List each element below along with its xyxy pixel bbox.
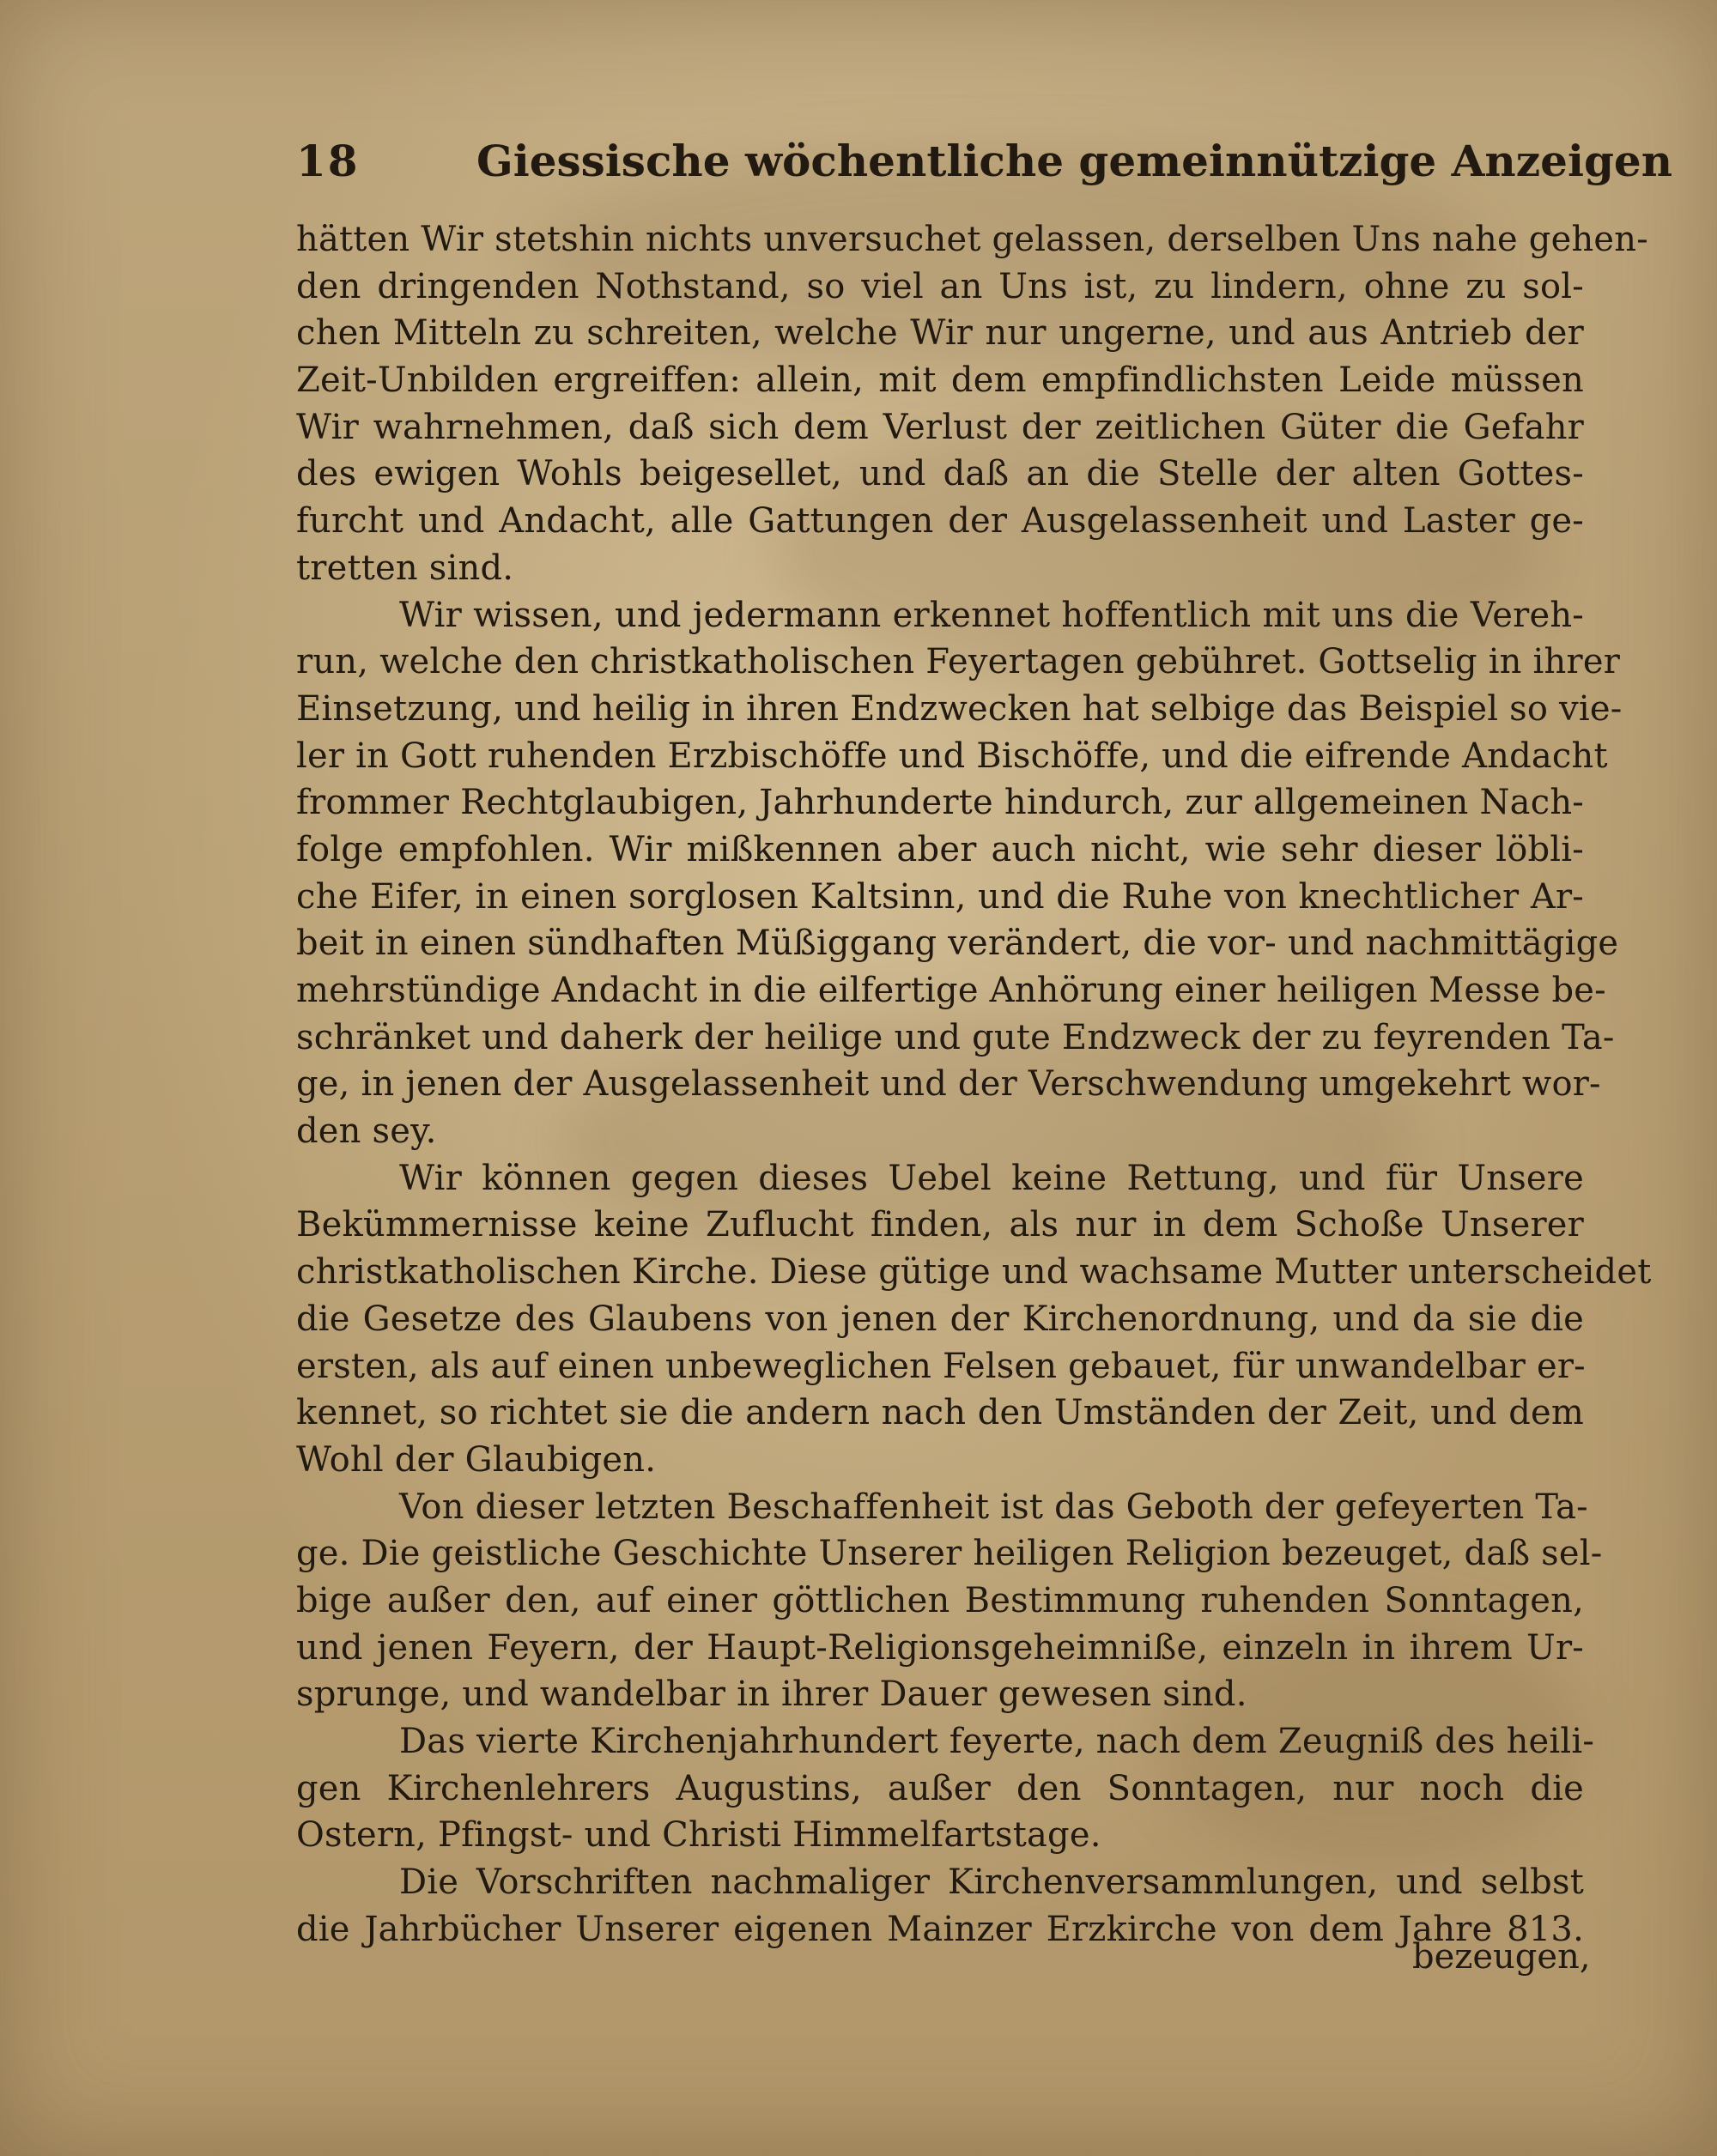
text-line: Zeit-Unbilden ergreiffen: allein, mit dem empfindlichsten Leide müssen bbox=[296, 360, 1584, 401]
paragraph bbox=[296, 1718, 1595, 1859]
text-line: run, welche den christkatholischen Feyertagen gebühret. Gottselig in ihrer bbox=[296, 642, 1621, 682]
paragraph bbox=[296, 592, 1623, 1155]
text-line: mehrstündige Andacht in die eilfertige Anhörung einer heiligen Messe be- bbox=[296, 971, 1606, 1010]
text-line: Wir wissen, und jedermann erkennet hoffentlich mit uns die Vereh- bbox=[399, 595, 1584, 635]
text-line: schränket und daherk der heilige und gute Endzweck der zu feyrenden Ta- bbox=[296, 1017, 1615, 1057]
text-line: den dringenden Nothstand, so viel an Uns ist, zu lindern, ohne zu sol- bbox=[296, 266, 1584, 306]
text-line: furcht und Andacht, alle Gattungen der Ausgelassenheit und Laster ge- bbox=[296, 501, 1584, 542]
text-line: beit in einen sündhaften Müßiggang verändert, die vor- und nachmittägige bbox=[296, 924, 1619, 964]
text-line: chen Mitteln zu schreiten, welche Wir nur ungerne, und aus Antrieb der bbox=[296, 313, 1584, 354]
text-line: ge, in jenen der Ausgelassenheit und der Verschwendung umgekehrt wor- bbox=[296, 1064, 1601, 1105]
text-line: des ewigen Wohls beigesellet, und daß an die Stelle der alten Gottes- bbox=[296, 454, 1584, 494]
text-line: Einsetzung, und heilig in ihren Endzwecken hat selbige das Beispiel so vie- bbox=[296, 688, 1623, 729]
text-line: frommer Rechtglaubigen, Jahrhunderte hindurch, zur allgemeinen Nach- bbox=[296, 783, 1584, 823]
text-line: tretten sind. bbox=[296, 548, 514, 588]
text-line: bige außer den, auf einer göttlichen Bestimmung ruhenden Sonntagen, bbox=[296, 1580, 1584, 1620]
paragraph bbox=[296, 216, 1648, 592]
paragraph bbox=[296, 1155, 1652, 1484]
text-line: christkatholischen Kirche. Diese gütige und wachsame Mutter unterscheidet bbox=[296, 1252, 1652, 1293]
text-line: kennet, so richtet sie die andern nach den Umständen der Zeit, und dem bbox=[296, 1393, 1584, 1433]
text-line: ersten, als auf einen unbeweglichen Felsen gebauet, für unwandelbar er- bbox=[296, 1346, 1586, 1386]
text-line: sprunge, und wandelbar in ihrer Dauer gewesen sind. bbox=[296, 1675, 1247, 1715]
text-line: Wir wahrnehmen, daß sich dem Verlust der zeitlichen Güter die Gefahr bbox=[296, 407, 1584, 447]
text-line: gen Kirchenlehrers Augustins, außer den Sonntagen, nur noch die bbox=[296, 1768, 1584, 1808]
text-line: die Gesetze des Glaubens von jenen der Kirchenordnung, und da sie die bbox=[296, 1299, 1584, 1339]
text-line: Von dieser letzten Beschaffenheit ist das Geboth der gefeyerten Ta- bbox=[399, 1487, 1588, 1527]
text-line: Wohl der Glaubigen. bbox=[296, 1439, 657, 1480]
catchword: bezeugen, bbox=[1412, 1937, 1591, 1977]
text-line: Ostern, Pfingst- und Christi Himmelfartstage. bbox=[296, 1815, 1101, 1856]
text-line: den sey. bbox=[296, 1111, 437, 1152]
text-line: ler in Gott ruhenden Erzbischöffe und Bischöffe, und die eifrende Andacht bbox=[296, 736, 1608, 776]
text-line: ge. Die geistliche Geschichte Unserer heiligen Religion bezeuget, daß sel- bbox=[296, 1534, 1603, 1574]
page-number: 18 bbox=[296, 136, 360, 186]
text-line: Die Vorschriften nachmaliger Kirchenversammlungen, und selbst bbox=[399, 1862, 1584, 1903]
page-header bbox=[296, 136, 1673, 196]
text-line: Bekümmernisse keine Zuflucht finden, als nur in dem Schoße Unserer bbox=[296, 1205, 1584, 1245]
text-line: folge empfohlen. Wir mißkennen aber auch nicht, wie sehr dieser löbli- bbox=[296, 829, 1584, 869]
text-line: die Jahrbücher Unserer eigenen Mainzer Erzkirche von dem Jahre 813. bbox=[296, 1909, 1584, 1949]
text-line: Wir können gegen dieses Uebel keine Rettung, und für Unsere bbox=[399, 1158, 1584, 1198]
text-line: che Eifer, in einen sorglosen Kaltsinn, und die Ruhe von knechtlicher Ar- bbox=[296, 876, 1584, 917]
body-text bbox=[296, 216, 1652, 1953]
text-line: hätten Wir stetshin nichts unversuchet gelassen, derselben Uns nahe gehen- bbox=[296, 220, 1648, 259]
running-title: Giessische wöchentliche gemeinnützige Anzeigen bbox=[476, 136, 1673, 186]
text-line: und jenen Feyern, der Haupt-Religionsgeheimniße, einzeln in ihrem Ur- bbox=[296, 1627, 1584, 1668]
text-line: Das vierte Kirchenjahrhundert feyerte, nach dem Zeugniß des heili- bbox=[399, 1722, 1595, 1761]
paragraph bbox=[296, 1484, 1603, 1718]
paragraph bbox=[296, 1859, 1584, 1953]
